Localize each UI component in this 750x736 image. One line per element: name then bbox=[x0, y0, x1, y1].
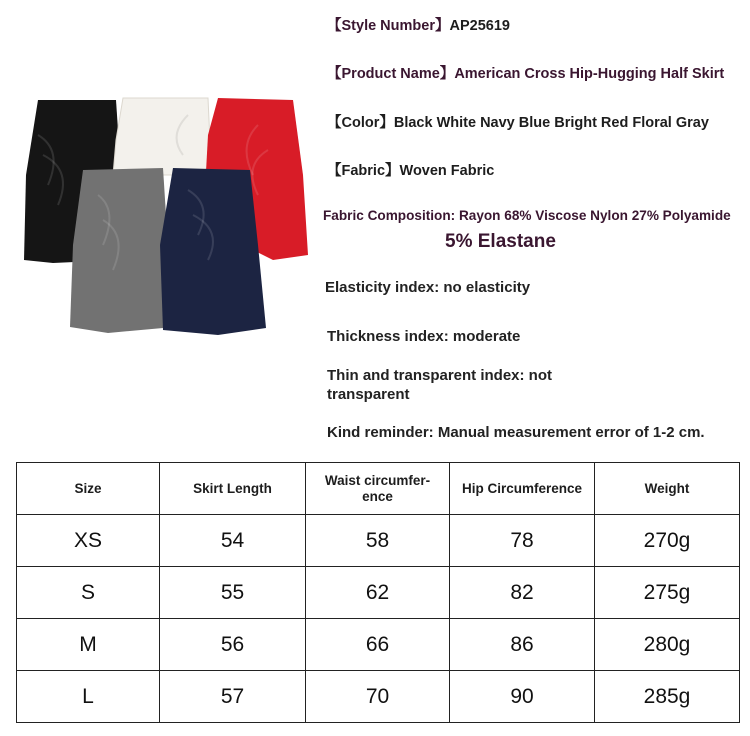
cell-hip: 78 bbox=[450, 515, 595, 567]
cell-hip: 90 bbox=[450, 671, 595, 723]
fabric-composition bbox=[323, 208, 731, 223]
cell-size: S bbox=[17, 567, 160, 619]
product-name-value: American Cross Hip-Hugging Half Skirt bbox=[454, 66, 725, 82]
table-row bbox=[17, 515, 740, 567]
table-row bbox=[17, 619, 740, 671]
size-table bbox=[16, 462, 740, 723]
product-name-label: 【Product Name】 bbox=[327, 66, 455, 82]
cell-size: M bbox=[17, 619, 160, 671]
navy-skirt bbox=[160, 168, 266, 335]
cell-length: 57 bbox=[160, 671, 306, 723]
color-label: 【Color】 bbox=[327, 115, 394, 131]
product-name bbox=[327, 62, 724, 83]
header-size: Size bbox=[17, 463, 160, 515]
thickness-index: Thickness index: moderate bbox=[327, 328, 521, 345]
size-table-header bbox=[17, 463, 740, 515]
cell-weight: 280g bbox=[595, 619, 740, 671]
composition-line-2: 5% Elastane bbox=[445, 231, 556, 252]
color-value: Black White Navy Blue Bright Red Floral Gray bbox=[393, 115, 709, 131]
cell-length: 54 bbox=[160, 515, 306, 567]
cell-size: L bbox=[17, 671, 160, 723]
style-number-label: 【Style Number】 bbox=[327, 18, 450, 34]
table-row bbox=[17, 567, 740, 619]
cell-waist: 58 bbox=[306, 515, 450, 567]
cell-length: 56 bbox=[160, 619, 306, 671]
cell-waist: 62 bbox=[306, 567, 450, 619]
style-number bbox=[327, 14, 510, 35]
transparency-index: Thin and transparent index: not transparent bbox=[327, 367, 553, 403]
header-waist: Waist circumfer- ence bbox=[306, 463, 450, 515]
color-spec bbox=[327, 111, 709, 132]
white-skirt bbox=[113, 98, 211, 175]
cell-hip: 82 bbox=[450, 567, 595, 619]
cell-waist: 70 bbox=[306, 671, 450, 723]
fabric-composition-cont bbox=[445, 231, 556, 253]
fabric-spec bbox=[327, 159, 494, 180]
elasticity-index: Elasticity index: no elasticity bbox=[325, 279, 531, 296]
cell-weight: 275g bbox=[595, 567, 740, 619]
style-number-value: AP25619 bbox=[449, 18, 510, 34]
table-row bbox=[17, 671, 740, 723]
cell-length: 55 bbox=[160, 567, 306, 619]
measurement-reminder: Kind reminder: Manual measurement error of 1-2 cm. bbox=[327, 424, 705, 441]
header-skirt-length: Skirt Length bbox=[160, 463, 306, 515]
product-image bbox=[18, 95, 313, 340]
cell-size: XS bbox=[17, 515, 160, 567]
fabric-label: 【Fabric】 bbox=[327, 163, 400, 179]
cell-hip: 86 bbox=[450, 619, 595, 671]
header-hip: Hip Circumference bbox=[450, 463, 595, 515]
cell-weight: 270g bbox=[595, 515, 740, 567]
fabric-value: Woven Fabric bbox=[399, 163, 495, 179]
cell-waist: 66 bbox=[306, 619, 450, 671]
cell-weight: 285g bbox=[595, 671, 740, 723]
composition-line-1: Fabric Composition: Rayon 68% Viscose Nylon 27% Polyamide bbox=[323, 208, 731, 223]
header-weight: Weight bbox=[595, 463, 740, 515]
